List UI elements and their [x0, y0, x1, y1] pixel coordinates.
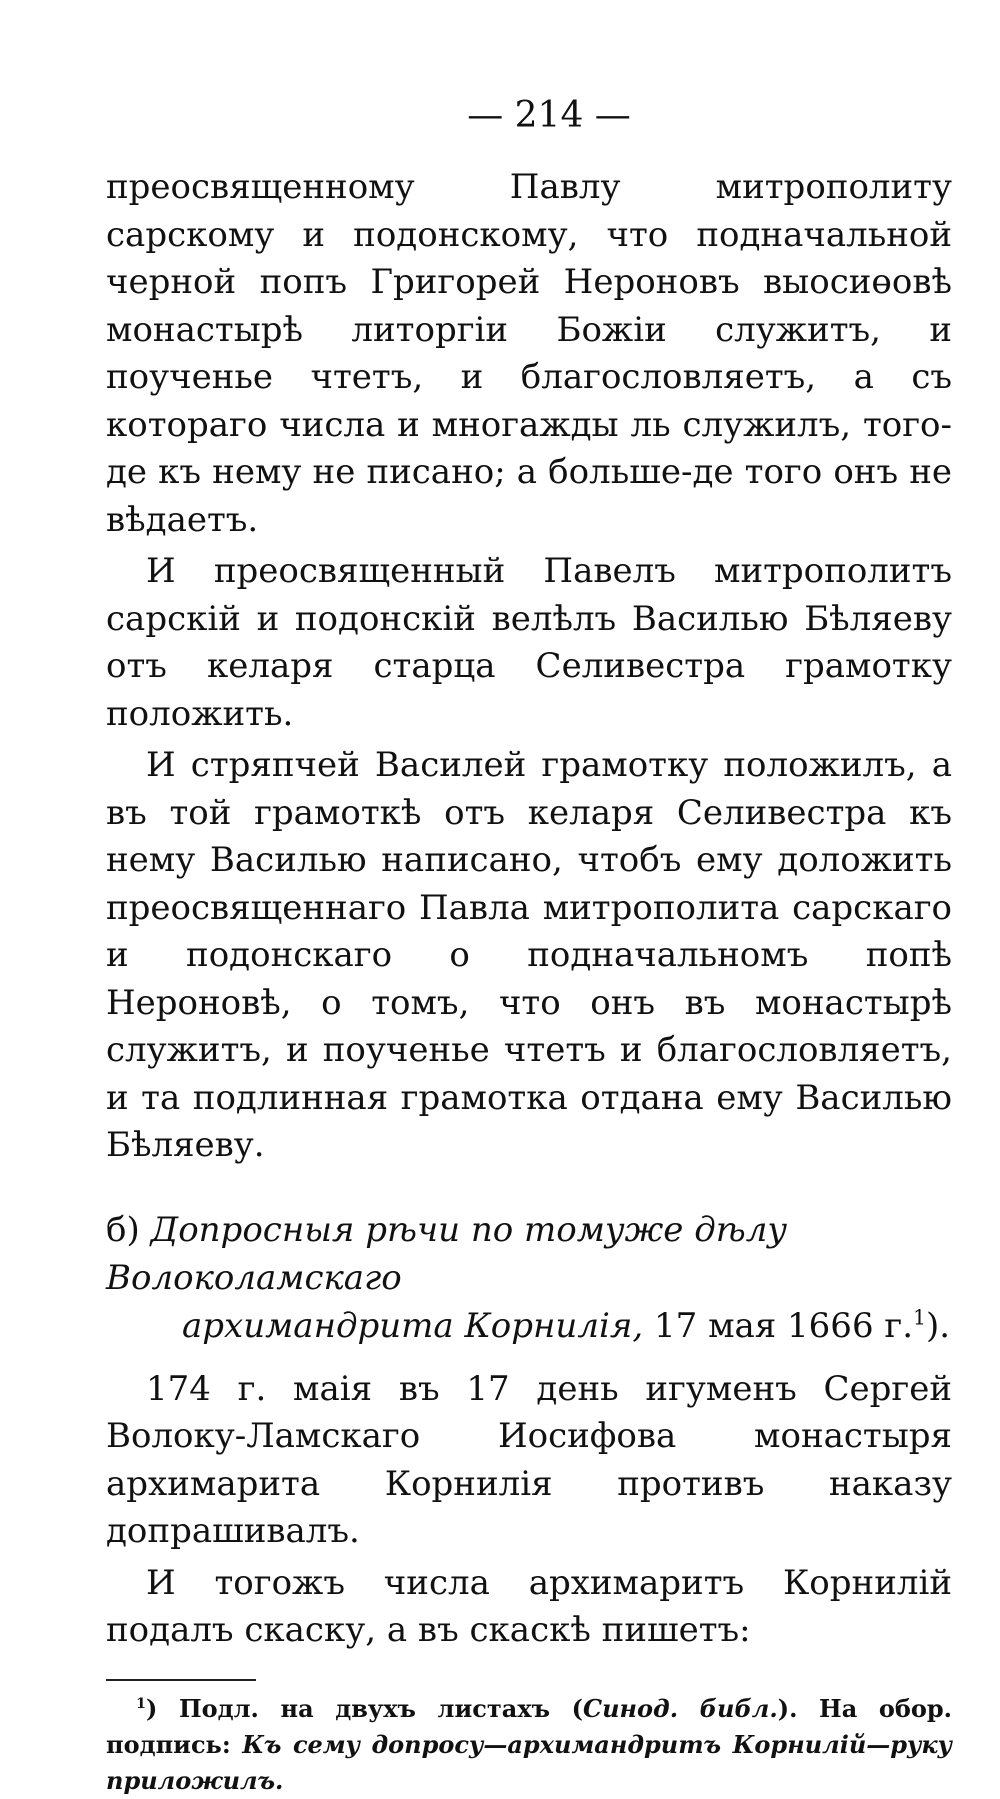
- paragraph: 174 г. маія въ 17 день игуменъ Сергей Волоку-Ламскаго Иосифова монастыря архимарита Корнилія противъ наказу допрашивалъ.: [106, 1368, 952, 1551]
- footnote-text-a: Подл. на двухъ листахъ (: [178, 1693, 583, 1723]
- section-title-line2: архимандрита Корнилія,: [182, 1305, 644, 1346]
- footnote: $^1$) Подл. на двухъ листахъ (Синод. библ.). На обор. подпись: Къ сему допросу—архимандритъ Корнилій—руку приложилъ.: [106, 1693, 953, 1795]
- paragraph: И тогожъ числа архимаритъ Корнилій подалъ скаску, а въ скаскѣ пишетъ:: [106, 1562, 952, 1650]
- section-title-line1: Допросныя рѣчи по томуже дѣлу Волоколамскаго: [106, 1209, 788, 1298]
- footnote-text-b: ). На обор. подпись:: [106, 1693, 952, 1759]
- body-text-top: [106, 164, 952, 1170]
- section-heading: [106, 1206, 952, 1350]
- footnote-signature: Къ сему допросу—архимандритъ Корнилій—руку приложилъ.: [106, 1729, 953, 1795]
- paragraph: И преосвященный Павелъ митрополитъ сарскій и подонскій велѣлъ Василью Бѣляеву отъ келаря старца Селивестра грамотку положить.: [106, 551, 952, 734]
- paragraph: И стряпчей Василей грамотку положилъ, а въ той грамоткѣ отъ келаря Селивестра къ нему Василью написано, чтобъ ему доложить преосвященнаго Павла митрополита сарскаго и подонскаго о подначальномъ попѣ Нероновѣ, о томъ, что онъ въ монастырѣ служитъ, и поученье чтетъ и благословляетъ, и та подлинная грамотка отдана ему Василью Бѣляеву.: [106, 745, 952, 1165]
- document-page: [106, 92, 952, 1799]
- paragraph: преосвященному Павлу митрополиту сарскому и подонскому, что подначальной черной попъ Григорей Нероновъ выосиөовѣ монастырѣ литоргіи Божіи служитъ, и поученье чтетъ, и благословляетъ, а съ котораго числа и многажды ль служилъ, того-де къ нему не писано; а больше-де того онъ не вѣдаетъ.: [106, 167, 952, 540]
- body-text-bottom: [106, 1366, 952, 1655]
- footnote-source: Синод. библ.: [582, 1693, 778, 1723]
- section-label: б): [106, 1209, 140, 1250]
- page-number: — 214 —: [467, 95, 631, 136]
- section-date: 17 мая 1666 г.: [654, 1305, 914, 1346]
- footnote-divider: [106, 1679, 256, 1681]
- footnote-ref: 1: [913, 1305, 926, 1330]
- footnote-marker: 1: [136, 1694, 147, 1712]
- section-close: ).: [926, 1305, 951, 1346]
